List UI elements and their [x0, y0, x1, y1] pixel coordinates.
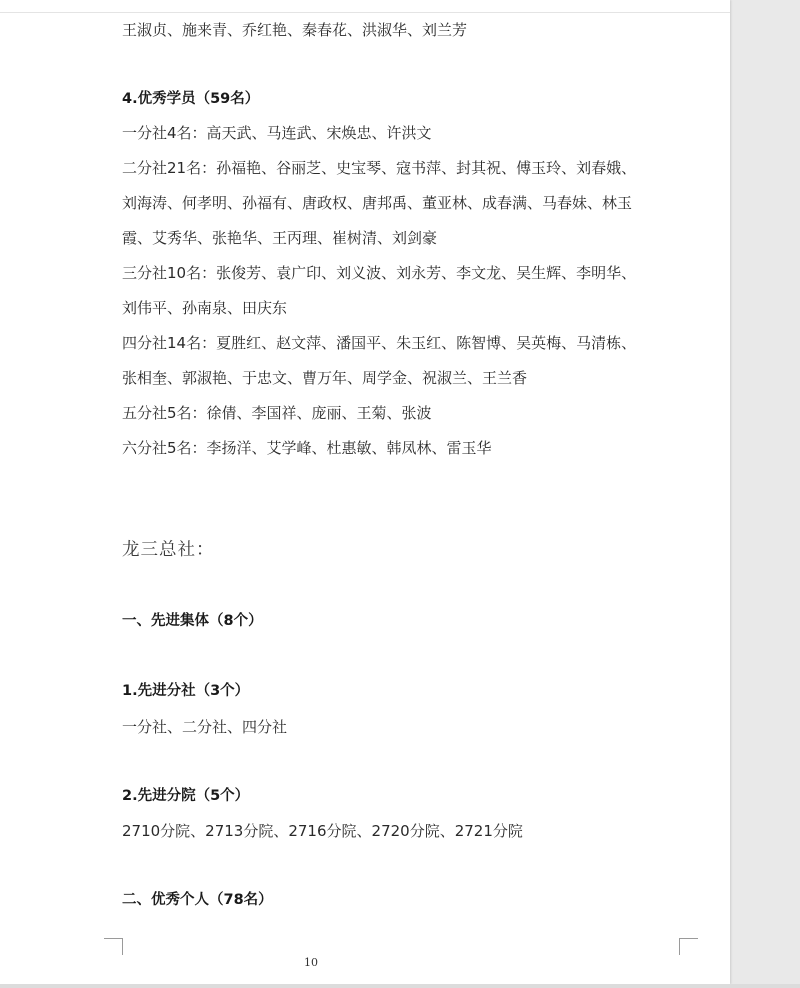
heading-outstanding-individuals: 二、优秀个人（78名） — [122, 892, 273, 908]
name-list-line: 王淑贞、施来青、乔红艳、秦春花、洪淑华、刘兰芳 — [122, 21, 468, 39]
heading-advanced-collectives: 一、先进集体（8个） — [122, 613, 263, 629]
branch-3-students: 三分社10名：张俊芳、袁广印、刘义波、刘永芳、李文龙、吴生辉、李明华、 — [122, 264, 637, 282]
branch-1-students: 一分社4名：高天武、马连武、宋焕忠、许洪文 — [122, 124, 432, 142]
branch-5-students: 五分社5名：徐倩、李国祥、庞丽、王菊、张波 — [122, 404, 432, 422]
branch-2-students-cont: 刘海涛、何孝明、孙福有、唐政权、唐邦禹、董亚林、成春满、马春妹、林玉 — [122, 194, 633, 212]
page-corner-mark-left — [104, 938, 123, 955]
subheading-advanced-sub-courts: 2.先进分院（5个） — [122, 788, 250, 804]
page-gap — [0, 984, 800, 988]
branch-4-students: 四分社14名：夏胜红、赵文萍、潘国平、朱玉红、陈智博、吴英梅、马清栋、 — [122, 334, 637, 352]
branch-6-students: 六分社5名：李扬洋、艾学峰、杜惠敏、韩凤林、雷玉华 — [122, 439, 492, 457]
subheading-advanced-branches: 1.先进分社（3个） — [122, 683, 250, 699]
section-heading-longsan: 龙三总社： — [122, 540, 215, 560]
page-top-edge — [0, 12, 730, 13]
advanced-branches-list: 一分社、二分社、四分社 — [122, 718, 288, 736]
branch-4-students-cont: 张相奎、郭淑艳、于忠文、曹万年、周学金、祝淑兰、王兰香 — [122, 369, 528, 387]
page-corner-mark-right — [679, 938, 698, 955]
branch-3-students-cont: 刘伟平、孙南泉、田庆东 — [122, 299, 288, 317]
branch-2-students-cont-2: 霞、艾秀华、张艳华、王丙理、崔树清、刘剑豪 — [122, 229, 438, 247]
advanced-sub-courts-list: 2710分院、2713分院、2716分院、2720分院、2721分院 — [122, 822, 523, 840]
page-number: 10 — [304, 956, 318, 969]
branch-2-students: 二分社21名：孙福艳、谷丽芝、史宝琴、寇书萍、封其祝、傅玉玲、刘春娥、 — [122, 159, 637, 177]
section-subheading-outstanding-students: 4.优秀学员（59名） — [122, 91, 260, 107]
